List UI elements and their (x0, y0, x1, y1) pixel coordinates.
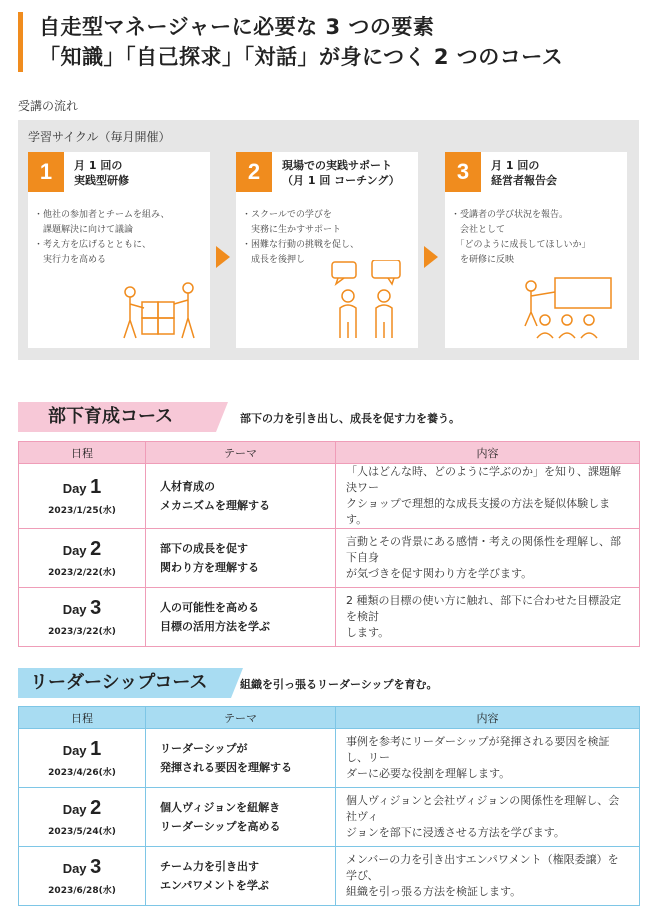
table-row (19, 588, 640, 647)
step-body (451, 208, 623, 268)
content-line: クショップで理想的な成長支援の方法を疑似体験します。 (346, 497, 611, 526)
theme-line: 人の可能性を高める (160, 601, 259, 614)
content-cell (336, 464, 640, 529)
step-title-line1: 月 1 回の (74, 159, 123, 172)
day-label: Day (62, 861, 87, 876)
day-cell (19, 788, 146, 847)
content-line: ダーに必要な役割を理解します。 (346, 767, 511, 780)
content-line: 事例を参考にリーダーシップが発揮される要因を検証し、リー (346, 735, 610, 764)
theme-cell (146, 788, 336, 847)
theme-line: 発揮される要因を理解する (160, 761, 292, 774)
cycle-step-2 (236, 152, 418, 348)
day-label: Day (62, 602, 87, 617)
day-number: 2 (90, 797, 102, 819)
cycle-step-1 (28, 152, 210, 348)
step-line: ・考え方を広げるとともに、 (34, 240, 152, 250)
table-header-row (19, 707, 640, 729)
cycle-title: 学習サイクル（毎月開催） (28, 130, 171, 144)
course-schedule-table (18, 706, 640, 906)
table-row (19, 529, 640, 588)
content-line: メンバーの力を引き出すエンパワメント（権限委譲）を学び、 (346, 853, 619, 882)
day-cell (19, 464, 146, 529)
session-date: 2023/1/25(水) (48, 506, 116, 516)
step-title-line1: 現場での実践サポート (282, 159, 392, 172)
theme-cell (146, 464, 336, 529)
step-number: 1 (28, 152, 64, 192)
theme-line: メカニズムを理解する (160, 499, 270, 512)
column-header: 内容 (336, 442, 640, 464)
arrow-right-icon (424, 246, 438, 268)
theme-line: チーム力を引き出す (160, 860, 259, 873)
step-title (491, 158, 557, 188)
step-title (282, 158, 400, 188)
course-name: 部下育成コース (48, 406, 174, 427)
day-label: Day (62, 481, 87, 496)
session-date: 2023/2/22(水) (48, 568, 116, 578)
course-description: 部下の力を引き出し、成長を促す力を養う。 (240, 412, 460, 425)
day-cell (19, 529, 146, 588)
step-line: ・他社の参加者とチームを組み、 (34, 210, 170, 220)
content-cell (336, 729, 640, 788)
content-line: します。 (346, 626, 390, 639)
header-title-line1: 自走型マネージャーに必要な 3 つの要素 (39, 15, 435, 39)
page-header (18, 12, 638, 72)
course-schedule-table (18, 441, 640, 647)
table-row (19, 788, 640, 847)
flow-label: 受講の流れ (18, 99, 79, 113)
theme-cell (146, 847, 336, 906)
session-date: 2023/6/28(水) (48, 886, 116, 896)
column-header: 日程 (19, 707, 146, 729)
step-title-line2: 経営者報告会 (491, 174, 557, 187)
content-line: 個人ヴィジョンと会社ヴィジョンの関係性を理解し、会社ヴィ (346, 794, 620, 823)
column-header: 内容 (336, 707, 640, 729)
theme-line: 人材育成の (160, 480, 215, 493)
header-title-line2: 「知識」「自己探求」「対話」が身につく 2 つのコース (39, 45, 564, 69)
table-row (19, 729, 640, 788)
puzzle-team-illustration-icon (120, 278, 200, 340)
step-line: ・スクールでの学びを (242, 210, 332, 220)
content-line: が気づきを促す関わり方を学びます。 (346, 567, 533, 580)
theme-line: リーダーシップが (160, 742, 248, 755)
column-header: テーマ (146, 707, 336, 729)
coaching-conversation-illustration-icon (328, 260, 408, 340)
day-number: 3 (90, 856, 102, 878)
day-number: 3 (90, 597, 102, 619)
day-label: Day (62, 543, 87, 558)
theme-line: 関わり方を理解する (160, 561, 259, 574)
table-header-row (19, 442, 640, 464)
session-date: 2023/3/22(水) (48, 627, 116, 637)
course-description: 組織を引っ張るリーダーシップを育む。 (240, 678, 438, 691)
content-line: 言動とその背景にある感情・考えの関係性を理解し、部下自身 (346, 535, 621, 564)
step-line: を研修に反映 (451, 255, 515, 265)
theme-line: 目標の活用方法を学ぶ (160, 620, 270, 633)
day-number: 1 (90, 476, 102, 498)
course-name: リーダーシップコース (30, 672, 208, 693)
day-cell (19, 588, 146, 647)
table-row (19, 847, 640, 906)
day-number: 2 (90, 538, 102, 560)
table-row (19, 464, 640, 529)
content-cell (336, 788, 640, 847)
step-line: 「どのように成長してほしいか」 (451, 240, 591, 250)
content-line: 「人はどんな時、どのように学ぶのか」を知り、課題解決ワー (346, 465, 621, 494)
theme-cell (146, 588, 336, 647)
step-line: ・困難な行動の挑戦を促し、 (242, 240, 360, 250)
step-line: 課題解決に向けて議論 (34, 225, 134, 235)
content-line: ジョンを部下に浸透させる方法を学びます。 (346, 826, 565, 839)
step-line: 会社として (451, 225, 506, 235)
column-header: テーマ (146, 442, 336, 464)
day-number: 1 (90, 738, 102, 760)
content-cell (336, 588, 640, 647)
step-line: ・受講者の学び状況を報告。 (451, 210, 569, 220)
theme-line: エンパワメントを学ぶ (160, 879, 269, 892)
step-title (74, 158, 129, 188)
content-cell (336, 529, 640, 588)
theme-line: 部下の成長を促す (160, 542, 248, 555)
content-line: 組織を引っ張る方法を検証します。 (346, 885, 522, 898)
session-date: 2023/5/24(水) (48, 827, 116, 837)
step-title-line2: 実践型研修 (74, 174, 129, 187)
day-cell (19, 729, 146, 788)
step-line: 成長を後押し (242, 255, 306, 265)
step-title-line1: 月 1 回の (491, 159, 540, 172)
cycle-step-3 (445, 152, 627, 348)
learning-cycle-panel (18, 120, 639, 360)
day-cell (19, 847, 146, 906)
step-body (242, 208, 414, 268)
theme-line: 個人ヴィジョンを紐解き (160, 801, 281, 814)
presentation-meeting-illustration-icon (517, 276, 617, 340)
step-title-line2: （月 1 回 コーチング） (282, 174, 400, 187)
step-line: 実務に生かすサポート (242, 225, 342, 235)
arrow-right-icon (216, 246, 230, 268)
theme-cell (146, 729, 336, 788)
step-line: 実行力を高める (34, 255, 107, 265)
step-number: 3 (445, 152, 481, 192)
day-label: Day (62, 802, 87, 817)
content-line: 2 種類の目標の使い方に触れ、部下に合わせた目標設定を検討 (346, 594, 622, 623)
step-body (34, 208, 206, 268)
column-header: 日程 (19, 442, 146, 464)
step-number: 2 (236, 152, 272, 192)
content-cell (336, 847, 640, 906)
theme-line: リーダーシップを高める (160, 820, 281, 833)
theme-cell (146, 529, 336, 588)
day-label: Day (62, 743, 87, 758)
session-date: 2023/4/26(水) (48, 768, 116, 778)
